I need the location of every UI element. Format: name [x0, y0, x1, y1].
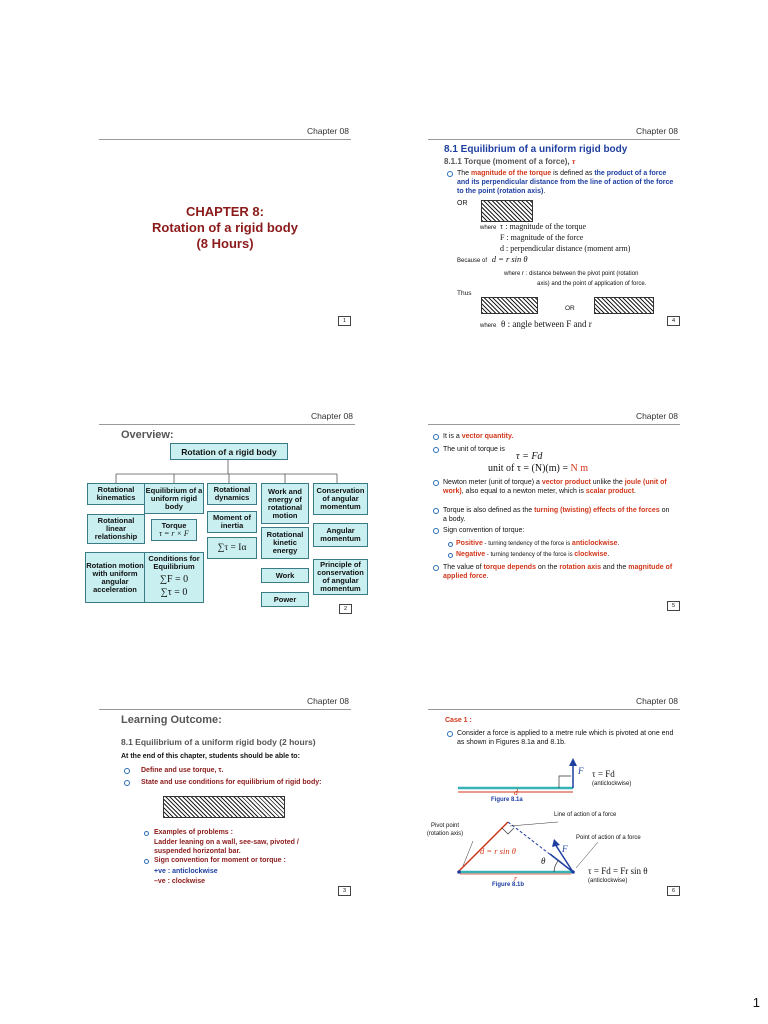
- slide-number: 5: [667, 601, 680, 611]
- overview-heading: Overview:: [121, 429, 174, 441]
- tau-fd-label: τ = Fd: [592, 769, 615, 779]
- node-rotational-linear: Rotational linear relationship: [87, 514, 145, 544]
- figure-8-1b-caption: Figure 8.1b: [492, 882, 525, 888]
- examples-line1: Ladder leaning on a wall, see-saw, pivoted /: [154, 839, 299, 846]
- tau-full-label: τ = Fd = Fr sin θ: [588, 866, 648, 876]
- formula-image: [594, 297, 654, 314]
- sign-convention-text: Sign convention of torque:: [443, 527, 525, 534]
- root-node: Rotation of a rigid body: [170, 443, 288, 460]
- section-title: 8.1 Equilibrium of a uniform rigid body: [444, 144, 628, 155]
- turning-effect-text: Torque is also defined as the turning (twisting) effects of the forces on a body.: [443, 507, 670, 523]
- chapter-subtitle: Rotation of a rigid body: [152, 220, 298, 235]
- def-force: F : magnitude of the force: [500, 233, 584, 242]
- application-point-icon: [571, 870, 575, 874]
- node-principle-conservation: Principle of conservation of angular momentum: [313, 559, 368, 595]
- def-tau: τ : magnitude of the torque: [500, 222, 587, 231]
- slide-3: [99, 696, 351, 896]
- negative-clockwise: –ve : clockwise: [154, 878, 205, 885]
- divider: [428, 424, 680, 425]
- bullet-icon: [433, 565, 439, 571]
- torque-definition: The magnitude of the torque is defined as the product of a force and its perpendicular distance from the line of action of the force to the point (rotation axis).: [457, 170, 674, 195]
- node-torque-inertia-equation: ∑τ = Iα: [207, 537, 257, 559]
- node-conditions: Conditions for Equilibrium ∑F = 0 ∑τ = 0: [144, 552, 204, 603]
- d-label: d: [514, 788, 518, 797]
- force-label-a: F: [578, 766, 584, 776]
- negative-text: Negative - turning tendency of the force is clockwise.: [456, 551, 610, 558]
- case-heading: Case 1 :: [445, 717, 472, 724]
- unit-of-torque-text: The unit of torque is: [443, 446, 505, 453]
- d-rsin-label: d = r sin θ: [480, 846, 516, 856]
- arrowhead-icon: [552, 839, 560, 847]
- node-rotational-dynamics: Rotational dynamics: [207, 483, 257, 505]
- positive-text: Positive - turning tendency of the force is anticlockwise.: [456, 540, 620, 547]
- pivot-label: Pivot point (rotation axis): [426, 823, 464, 837]
- divider: [99, 709, 351, 710]
- or-label: OR: [457, 200, 468, 207]
- formula-image: [481, 200, 533, 222]
- slide-2: [86, 411, 365, 612]
- where-label: where: [480, 225, 497, 231]
- figure-8-1a-caption: Figure 8.1a: [491, 797, 523, 803]
- unit-equation: unit of τ = (N)(m) = N m: [488, 463, 589, 474]
- thus-label: Thus: [457, 290, 472, 297]
- node-conservation: Conservation of angular momentum: [313, 483, 368, 515]
- chapter-label: Chapter 08: [635, 411, 678, 421]
- bullet-icon: [433, 480, 439, 486]
- theta-label: θ: [541, 856, 546, 866]
- torque-depends-text: The value of torque depends on the rotation axis and the magnitude of applied force.: [443, 564, 673, 580]
- slide-4: [428, 126, 680, 329]
- case-description: Consider a force is applied to a metre rule which is pivoted at one end as shown in Figures 8.1a and 8.1b.: [457, 730, 674, 746]
- learning-outcome-heading: Learning Outcome:: [121, 714, 222, 726]
- node-work: Work: [261, 568, 309, 583]
- node-torque: Torque τ = r × F: [151, 519, 197, 541]
- theta-definition: where θ : angle between F and r: [480, 319, 592, 329]
- slide-number: 2: [339, 604, 352, 614]
- chapter-label: Chapter 08: [306, 696, 349, 706]
- sub-bullet-icon: [144, 831, 149, 836]
- formula-image: [163, 796, 285, 818]
- examples-line2: suspended horizontal bar.: [154, 848, 241, 855]
- slide-6: [428, 696, 680, 896]
- node-moment-of-inertia: Moment of inertia: [207, 511, 257, 533]
- node-rotational-ke: Rotational kinetic energy: [261, 527, 309, 559]
- outcome-equilibrium: State and use conditions for equilibrium of rigid body:: [141, 779, 322, 786]
- def-distance: d : perpendicular distance (moment arm): [500, 244, 631, 253]
- bullet-icon: [433, 508, 439, 514]
- where-definitions: [500, 221, 630, 254]
- bullet-icon: [433, 447, 439, 453]
- anticlockwise-label: (anticlockwise): [588, 878, 628, 884]
- divider: [428, 139, 680, 140]
- chapter-label: Chapter 08: [635, 126, 678, 136]
- force-arrow-b: [550, 854, 573, 872]
- tau-symbol: τ: [571, 157, 576, 166]
- positive-anticlockwise: +ve : anticlockwise: [154, 868, 218, 875]
- torque-fd-equation: τ = Fd: [516, 451, 543, 462]
- divider: [99, 139, 351, 140]
- subtitle-text: 8.1.1 Torque (moment of a force),: [444, 157, 570, 166]
- title-block: [99, 204, 351, 252]
- node-uniform-acceleration: Rotation motion with uniform angular acceleration: [85, 552, 145, 603]
- slide-number: 4: [667, 316, 680, 326]
- sign-convention-heading: Sign convention for moment or torque :: [154, 857, 286, 864]
- intro-text: At the end of this chapter, students should be able to:: [121, 753, 300, 760]
- chapter-title: CHAPTER 8:: [185, 204, 264, 219]
- line-of-action-label: Line of action of a force: [554, 812, 617, 818]
- node-equilibrium: Equilibrium of a uniform rigid body: [144, 483, 204, 514]
- node-work-energy: Work and energy of rotational motion: [261, 483, 309, 524]
- point-of-action-label: Point of action of a force: [576, 835, 641, 841]
- bullet-icon: [447, 171, 453, 177]
- section-subheading: 8.1 Equilibrium of a uniform rigid body (2 hours): [121, 737, 316, 747]
- force-label-b: F: [562, 844, 568, 854]
- node-rotational-kinematics: Rotational kinematics: [87, 483, 145, 505]
- leader-line: [576, 842, 598, 868]
- node-angular-momentum: Angular momentum: [313, 523, 368, 547]
- pivot-icon: [457, 870, 461, 874]
- section-subtitle: [444, 157, 575, 166]
- slide-5: [428, 411, 680, 611]
- page-number: 1: [752, 995, 760, 1010]
- anticlockwise-label: (anticlockwise): [592, 781, 632, 787]
- bullet-icon: [124, 780, 130, 786]
- d-equation: d = r sin θ: [491, 254, 528, 264]
- bullet-icon: [124, 768, 130, 774]
- sub-bullet-icon: [448, 542, 453, 547]
- node-power: Power: [261, 592, 309, 607]
- or-label: OR: [565, 305, 575, 312]
- r-label: r: [514, 874, 518, 883]
- bullet-icon: [433, 434, 439, 440]
- slide-number: 1: [338, 316, 351, 326]
- formula-image: [481, 297, 538, 314]
- because-line: Because of d = r sin θ: [457, 254, 528, 264]
- bullet-icon: [433, 528, 439, 534]
- examples-heading: Examples of problems :: [154, 829, 233, 836]
- chapter-label: Chapter 08: [310, 411, 353, 421]
- where-r-text: where r : distance between the pivot point (rotation axis) and the point of application of force.: [504, 271, 647, 287]
- chapter-label: Chapter 08: [635, 696, 678, 706]
- slide-number: 3: [338, 886, 351, 896]
- angle-arc-icon: [554, 860, 559, 872]
- arrowhead-icon: [569, 758, 577, 766]
- chapter-hours: (8 Hours): [196, 236, 254, 251]
- slide-number: 6: [667, 886, 680, 896]
- sub-bullet-icon: [448, 553, 453, 558]
- right-angle-icon: [559, 776, 571, 788]
- newton-meter-text: Newton meter (unit of torque) a vector product unlike the joule (unit of work), also equal to a newton meter, which is scalar product.: [443, 479, 667, 495]
- leader-line: [510, 822, 558, 826]
- outcome-define-torque: Define and use torque, τ.: [141, 767, 224, 774]
- sub-bullet-icon: [144, 859, 149, 864]
- slide-1: [99, 126, 351, 326]
- chapter-label: Chapter 08: [306, 126, 349, 136]
- right-angle-icon: [502, 828, 514, 834]
- vector-quantity-text: It is a vector quantity.: [443, 433, 514, 440]
